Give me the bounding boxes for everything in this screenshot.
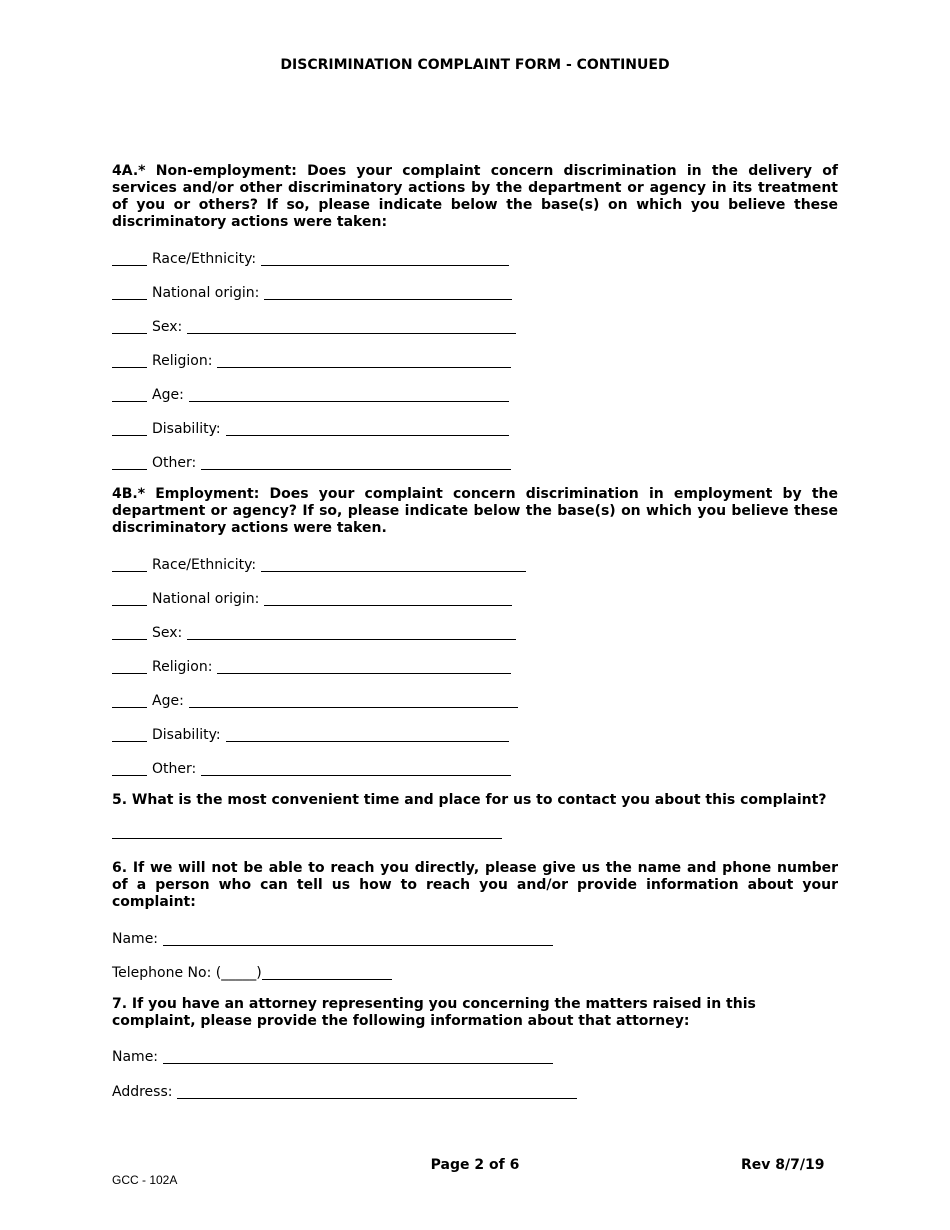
6-phone-label: Telephone No: (_____) (112, 965, 262, 981)
4a-religion-field[interactable] (217, 353, 511, 368)
4b-row-sex (112, 622, 516, 642)
4b-row-national-origin (112, 588, 512, 608)
4b-national-origin-label: National origin: (152, 591, 260, 607)
4a-disability-label: Disability: (152, 421, 221, 437)
contact-time-place-field[interactable] (112, 838, 502, 839)
4b-row-religion (112, 656, 511, 676)
6-name-field[interactable] (163, 931, 553, 946)
4a-religion-label: Religion: (152, 353, 213, 369)
7-row-address (112, 1081, 577, 1101)
4a-national-origin-check-blank[interactable] (112, 285, 147, 300)
7-name-field[interactable] (163, 1049, 553, 1064)
form-title: DISCRIMINATION COMPLAINT FORM - CONTINUED (280, 57, 670, 73)
4b-national-origin-check-blank[interactable] (112, 591, 147, 606)
6-name-label: Name: (112, 931, 159, 947)
4a-race-field[interactable] (261, 251, 509, 266)
7-address-label: Address: (112, 1084, 173, 1100)
4b-age-label: Age: (152, 693, 184, 709)
4b-race-label: Race/Ethnicity: (152, 557, 257, 573)
4a-row-sex (112, 316, 516, 336)
4a-religion-check-blank[interactable] (112, 353, 147, 368)
4b-race-field[interactable] (261, 557, 526, 572)
4b-row-other (112, 758, 511, 778)
4a-sex-check-blank[interactable] (112, 319, 147, 334)
4a-national-origin-label: National origin: (152, 285, 260, 301)
4b-race-check-blank[interactable] (112, 557, 147, 572)
4b-disability-field[interactable] (226, 727, 509, 742)
4a-sex-label: Sex: (152, 319, 183, 335)
question-5: 5. What is the most convenient time and place for us to contact you about this complaint? (112, 792, 827, 808)
6-row-phone (112, 962, 392, 982)
4b-religion-field[interactable] (217, 659, 511, 674)
4a-row-race (112, 248, 509, 268)
4a-row-religion (112, 350, 511, 370)
4a-row-disability (112, 418, 509, 438)
4b-row-age (112, 690, 518, 710)
4b-disability-check-blank[interactable] (112, 727, 147, 742)
question-4a: 4A.* Non-employment: Does your complaint concern discrimination in the delivery of services and/or other discriminatory actions by the department or agency in its treatment of you or others? If so, please indicate below the base(s) on which you believe these discriminatory actions were taken: (112, 163, 838, 230)
4a-national-origin-field[interactable] (264, 285, 512, 300)
4b-other-field[interactable] (201, 761, 511, 776)
4b-other-check-blank[interactable] (112, 761, 147, 776)
4b-age-check-blank[interactable] (112, 693, 147, 708)
4a-race-label: Race/Ethnicity: (152, 251, 257, 267)
4a-sex-field[interactable] (187, 319, 516, 334)
page-number: Page 2 of 6 (430, 1157, 520, 1173)
4a-other-check-blank[interactable] (112, 455, 147, 470)
question-7: 7. If you have an attorney representing you concerning the matters raised in this complaint, please provide the following information about that attorney: (112, 996, 756, 1029)
4b-other-label: Other: (152, 761, 197, 777)
4a-row-other (112, 452, 511, 472)
4a-age-check-blank[interactable] (112, 387, 147, 402)
7-name-label: Name: (112, 1049, 159, 1065)
7-address-field[interactable] (177, 1084, 577, 1099)
6-row-name (112, 928, 553, 948)
4a-row-national-origin (112, 282, 512, 302)
4a-race-check-blank[interactable] (112, 251, 147, 266)
4b-row-race (112, 554, 526, 574)
4a-disability-field[interactable] (226, 421, 509, 436)
4b-religion-label: Religion: (152, 659, 213, 675)
4b-sex-field[interactable] (187, 625, 516, 640)
4b-sex-check-blank[interactable] (112, 625, 147, 640)
4b-religion-check-blank[interactable] (112, 659, 147, 674)
4b-sex-label: Sex: (152, 625, 183, 641)
4a-disability-check-blank[interactable] (112, 421, 147, 436)
4b-national-origin-field[interactable] (264, 591, 512, 606)
4b-disability-label: Disability: (152, 727, 221, 743)
6-phone-field[interactable] (262, 965, 392, 980)
4a-age-label: Age: (152, 387, 184, 403)
4a-other-label: Other: (152, 455, 197, 471)
4b-row-disability (112, 724, 509, 744)
4a-other-field[interactable] (201, 455, 511, 470)
form-code: GCC - 102A (112, 1173, 178, 1187)
question-6: 6. If we will not be able to reach you directly, please give us the name and phone number of a person who can tell us how to reach you and/or provide information about your complaint: (112, 860, 838, 910)
7-row-name (112, 1046, 553, 1066)
4b-age-field[interactable] (189, 693, 518, 708)
revision-date: Rev 8/7/19 (741, 1157, 825, 1173)
4a-age-field[interactable] (189, 387, 509, 402)
question-4b: 4B.* Employment: Does your complaint concern discrimination in employment by the department or agency? If so, please indicate below the base(s) on which you believe these discriminatory actions were taken. (112, 486, 838, 536)
4a-row-age (112, 384, 509, 404)
